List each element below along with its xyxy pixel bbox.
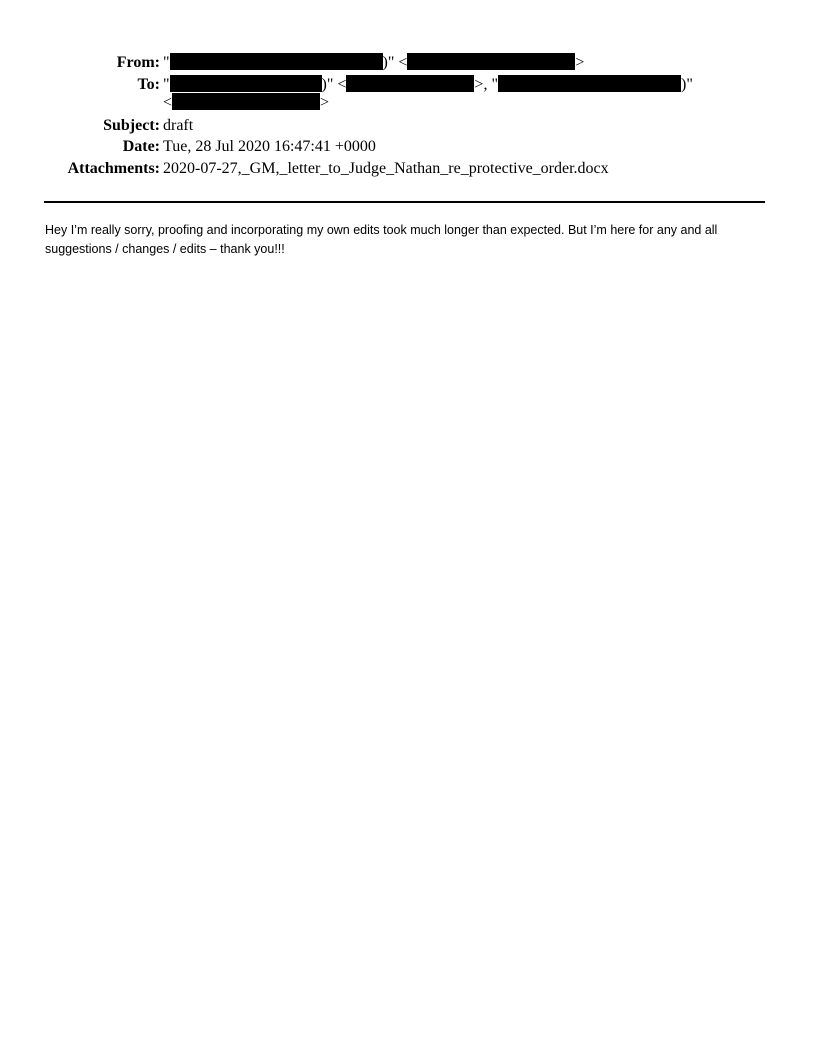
redacted-block — [346, 75, 474, 92]
date-label: Date: — [122, 138, 160, 155]
date-value: Tue, 28 Jul 2020 16:47:41 +0000 — [163, 138, 376, 155]
redacted-block — [498, 75, 681, 92]
from-open-quote: " — [163, 54, 170, 71]
redacted-block — [170, 75, 322, 92]
to-line2-close: > — [320, 94, 330, 111]
attachments-label: Attachments: — [67, 160, 160, 177]
subject-value: draft — [163, 117, 194, 134]
to-value — [163, 75, 693, 95]
to-open-quote: " — [163, 76, 170, 93]
from-addr-close: > — [575, 54, 585, 71]
to-separator: >, " — [474, 76, 498, 93]
to-value-line2 — [163, 93, 329, 113]
to-name1-close: )" < — [321, 76, 347, 93]
to-label: To: — [137, 76, 160, 93]
from-label: From: — [116, 54, 160, 71]
email-header — [0, 0, 816, 200]
message-body: Hey I’m really sorry, proofing and incorporating my own edits took much longer than expected. But I’m here for any and all suggestions / changes / edits – thank you!!! — [45, 223, 718, 256]
redacted-block — [407, 53, 575, 70]
to-line2-open: < — [163, 94, 173, 111]
from-name-close: )" < — [382, 54, 408, 71]
subject-label: Subject: — [103, 117, 160, 134]
redacted-block — [170, 53, 383, 70]
redacted-block — [172, 93, 320, 110]
header-divider — [44, 201, 765, 203]
attachment-filename: 2020-07-27,_GM,_letter_to_Judge_Nathan_re_protective_order.docx — [163, 160, 609, 177]
to-name2-close: )" — [680, 76, 693, 93]
from-value — [163, 53, 584, 73]
